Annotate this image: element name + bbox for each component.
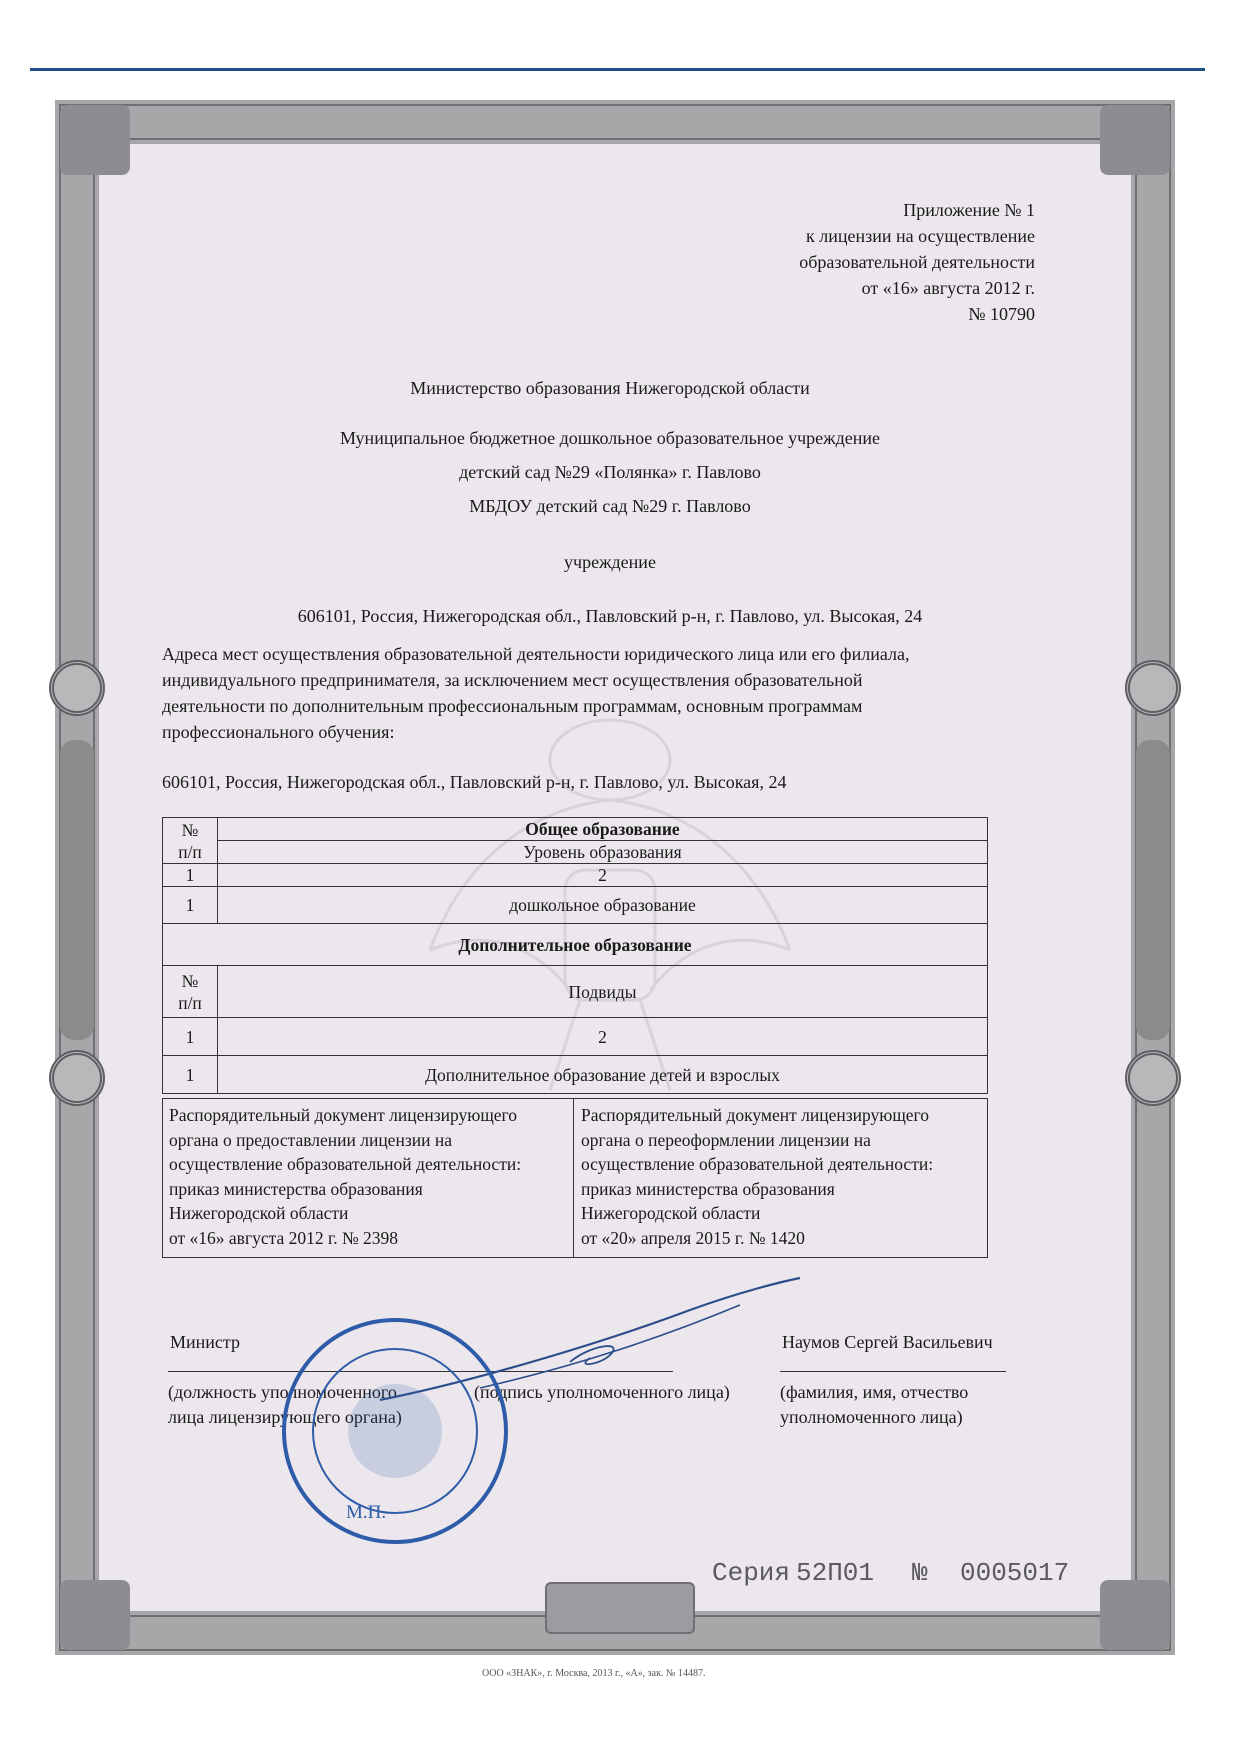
ministry-name: Министерство образования Нижегородской области	[410, 378, 810, 398]
printer-imprint: ООО «ЗНАК», г. Москва, 2013 г., «А», зак. № 14487.	[482, 1668, 706, 1679]
top-rule	[30, 68, 1205, 71]
institution-name-line-1: Муниципальное бюджетное дошкольное образовательное учреждение	[340, 428, 880, 448]
frame-knot-ornament	[49, 1050, 105, 1106]
reissue-doc-line: Нижегородской области	[581, 1203, 761, 1223]
frame-corner-ornament	[60, 1580, 130, 1650]
general-education-title: Общее образование	[218, 818, 988, 841]
frame-corner-ornament	[1100, 105, 1170, 175]
frame-corner-ornament	[1100, 1580, 1170, 1650]
appendix-line-3: образовательной деятельности	[799, 252, 1035, 272]
frame-corner-ornament	[60, 105, 130, 175]
position-caption-line-2: лица лицензирующего органа)	[168, 1407, 402, 1427]
institution-address: 606101, Россия, Нижегородская обл., Павловский р-н, г. Павлово, ул. Высокая, 24	[297, 606, 923, 626]
reissue-doc-line: приказ министерства образования	[581, 1178, 835, 1199]
institution-short-name: МБДОУ детский сад №29 г. Павлово	[469, 496, 751, 516]
column-number-cell: 2	[218, 1018, 988, 1056]
num-header-symbol: №	[181, 819, 199, 840]
grant-doc-line: Нижегородской области	[169, 1203, 349, 1223]
name-caption-line-1: (фамилия, имя, отчество	[780, 1382, 969, 1402]
places-line-4: профессионального обучения:	[162, 722, 395, 742]
reissue-doc-line: Распорядительный документ лицензирующего	[581, 1105, 930, 1125]
frame-side-panel	[60, 740, 94, 1040]
institution-name-line-2: детский сад №29 «Полянка» г. Павлово	[459, 462, 761, 482]
seal-place-label: М.П.	[346, 1502, 387, 1523]
reissue-doc-date: от «20» апреля 2015 г. № 1420	[581, 1227, 805, 1248]
appendix-line-2: к лицензии на осуществление	[806, 226, 1035, 246]
table-row	[163, 864, 988, 887]
table-row	[163, 1018, 988, 1056]
table-row	[163, 1056, 988, 1094]
seal-coat-of-arms	[348, 1384, 442, 1478]
education-level-value: дошкольное образование	[218, 887, 988, 924]
grant-doc-line: органа о предоставлении лицензии на	[169, 1129, 452, 1150]
places-line-3: деятельности по дополнительным профессиональным программам, основным программам	[162, 696, 863, 716]
number-label: №	[912, 1558, 928, 1588]
subtype-value: Дополнительное образование детей и взрослых	[218, 1056, 988, 1094]
table-row	[163, 887, 988, 924]
education-level-header: Уровень образования	[218, 841, 988, 864]
reissue-doc-line: осуществление образовательной деятельности:	[581, 1154, 934, 1174]
additional-education-title: Дополнительное образование	[163, 924, 988, 966]
frame-side-panel	[1136, 740, 1170, 1040]
num-header-cell	[163, 818, 218, 864]
subtype-header: Подвиды	[218, 966, 988, 1018]
grant-doc-line: приказ министерства образования	[169, 1178, 423, 1199]
frame-knot-ornament	[49, 660, 105, 716]
places-line-2: индивидуального предпринимателя, за исключением мест осуществления образовательной	[162, 670, 863, 690]
series-label: Серия	[712, 1558, 791, 1588]
grant-doc-date: от «16» августа 2012 г. № 2398	[169, 1227, 399, 1248]
frame-knot-ornament	[1125, 1050, 1181, 1106]
table-row	[163, 841, 988, 864]
name-caption-line-2: уполномоченного лица)	[780, 1407, 963, 1427]
column-number-cell: 2	[218, 864, 988, 887]
grant-doc-line: осуществление образовательной деятельности:	[169, 1154, 522, 1174]
column-number-cell: 1	[163, 864, 218, 887]
grant-doc-line: Распорядительный документ лицензирующего	[169, 1105, 518, 1125]
subtype-num-label: п/п	[178, 992, 202, 1013]
row-number-cell: 1	[163, 887, 218, 924]
decision-documents	[162, 1098, 988, 1258]
reissue-doc-line: органа о переоформлении лицензии на	[581, 1129, 871, 1150]
signatory-position: Министр	[170, 1332, 240, 1352]
column-number-cell: 1	[163, 1018, 218, 1056]
subtype-num-symbol: №	[181, 970, 199, 991]
position-caption-line-1: (должность уполномоченного	[168, 1382, 397, 1402]
appendix-line-5: № 10790	[968, 304, 1035, 324]
table-row	[163, 966, 988, 1018]
num-header-label: п/п	[178, 841, 202, 862]
table-row	[163, 818, 988, 841]
license-table	[162, 817, 988, 1094]
appendix-line-4: от «16» августа 2012 г.	[861, 278, 1035, 298]
blank-number: 0005017	[960, 1558, 1070, 1588]
table-row	[163, 924, 988, 966]
places-line-1: Адреса мест осуществления образовательной деятельности юридического лица или его филиала,	[162, 644, 910, 664]
reissue-document-text	[581, 1103, 933, 1250]
frame-bottom-tab	[545, 1582, 695, 1634]
series-code: 52П01	[796, 1558, 875, 1588]
frame-knot-ornament	[1125, 660, 1181, 716]
subtype-num-header-cell	[163, 966, 218, 1018]
column-divider	[573, 1099, 574, 1257]
grant-document-text	[169, 1103, 521, 1250]
row-number-cell: 1	[163, 1056, 218, 1094]
places-address: 606101, Россия, Нижегородская обл., Павловский р-н, г. Павлово, ул. Высокая, 24	[162, 772, 787, 792]
signatory-name: Наумов Сергей Васильевич	[782, 1332, 993, 1352]
signature-caption: (подпись уполномоченного лица)	[474, 1382, 730, 1402]
appendix-line-1: Приложение № 1	[903, 200, 1035, 220]
institution-type: учреждение	[564, 552, 656, 572]
